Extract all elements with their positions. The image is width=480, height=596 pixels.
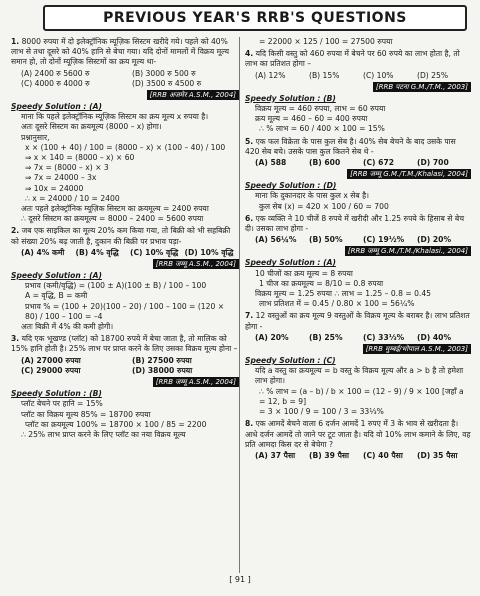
source-tag: [RRB जम्मू A.S.M., 2004] <box>153 259 239 269</box>
source-tag: [RRB अजमेर A.S.M., 2004] <box>147 90 239 100</box>
option-b: (B) 3000 रु 500 रु <box>132 68 196 78</box>
option-b: (B) 50% <box>309 235 343 245</box>
option-d: (D) 38000 रुपया <box>132 365 193 375</box>
option-c: (C) 29000 रुपया <box>21 365 81 375</box>
options <box>255 451 471 461</box>
question-number: 8. <box>245 419 254 429</box>
column-divider <box>239 37 240 573</box>
equation: ∴ x = 24000 / 10 = 2400 <box>25 193 120 203</box>
option-c: (C) 4000 रु 4000 रु <box>21 78 90 88</box>
equation: ∴ % लाभ = 60 / 400 × 100 = 15% <box>259 124 385 134</box>
solution-line: 10 चीजों का क्रय मूल्य = 8 रुपया <box>255 268 353 278</box>
option-a: (A) 37 पैसा <box>255 450 296 460</box>
question-8 <box>245 419 471 450</box>
option-d: (D) 40% <box>417 332 452 342</box>
equation: = 22000 × 125 / 100 = 27500 रुपया <box>259 37 393 46</box>
option-c: (C) 672 <box>363 158 395 168</box>
equation: कुल सेब (x) = 420 × 100 / 60 = 700 <box>259 201 389 211</box>
page-number: [ 91 ] <box>229 575 251 584</box>
source-tag: [RRB जम्मू G.M./T.M./Khalasi., 2004] <box>345 246 471 256</box>
option-a: (A) 20% <box>255 332 289 342</box>
source-tag: [RRB जम्मू G.M./T.M./Khalasi, 2004] <box>347 169 471 179</box>
equation: प्रभाव % = (100 + 20)(100 – 20) / 100 – 100 = (120 × 80) / 100 – 100 = –4 <box>25 301 225 321</box>
equation: ⇒ x × 140 = (8000 – x) × 60 <box>25 153 135 163</box>
option-c: (C) 19½% <box>363 235 405 245</box>
solution-heading: Speedy Solution : (D) <box>245 181 337 191</box>
solution-line: विक्रय मूल्य = 460 रुपया, लाभ = 60 रुपया <box>255 104 386 114</box>
solution-heading: Speedy Solution : (A) <box>245 258 336 268</box>
option-d: (D) 700 <box>417 158 449 168</box>
option-b: (B) 4% वृद्धि <box>75 247 119 257</box>
options <box>21 248 239 258</box>
question-number: 3. <box>11 334 20 344</box>
question-number: 5. <box>245 136 254 146</box>
equation: लाभ प्रतिशत में = 0.45 / 0.80 × 100 = 56¼% <box>259 299 415 309</box>
options <box>255 158 471 168</box>
options <box>21 356 239 376</box>
equation: x × (100 + 40) / 100 = (8000 – x) × (100 – 40) / 100 <box>25 142 226 152</box>
option-d: (D) 35 पैसा <box>417 450 458 460</box>
options <box>255 235 471 245</box>
left-column <box>11 37 239 440</box>
option-a: (A) 12% <box>255 70 286 80</box>
solution-heading: Speedy Solution : (A) <box>11 102 102 112</box>
solution-line: प्लॉट का विक्रय मूल्य 85% = 18700 रुपया <box>21 409 151 419</box>
question-2 <box>11 226 239 246</box>
question-text: एक आमदें बेचने वाला 6 दर्जन आमदें 1 रुपए में 3 के भाव से खरीदता है। आधे दर्जन आमदें तो जाने पर टूट जाता है। यदि वो 10% लाभ कमाने के लिए, वह प्रति आमदा किस दर से बेचेगा ? <box>245 419 471 449</box>
option-a: (A) 2400 रु 5600 रु <box>21 68 90 78</box>
solution-heading: Speedy Solution : (B) <box>245 93 336 103</box>
source-tag: [RRB जम्मू A.S.M., 2004] <box>153 377 239 387</box>
question-6 <box>245 214 471 234</box>
solution-heading: Speedy Solution : (A) <box>11 271 102 281</box>
option-c: (C) 40 पैसा <box>363 450 403 460</box>
equation: प्रभाव (कमी/वृद्धि) = (100 ± A)(100 ± B) / 100 – 100 <box>25 281 207 291</box>
option-c: (C) 33⅓% <box>363 332 405 342</box>
solution-line: क्रय मूल्य = 460 – 60 = 400 रुपया <box>255 114 368 124</box>
solution-line: ∴ 25% लाभ प्राप्त करने के लिए प्लॉट का नया विक्रय मूल्य <box>21 429 186 439</box>
option-a: (A) 27000 रुपया <box>21 355 81 365</box>
option-d: (D) 10% वृद्धि <box>184 247 234 257</box>
solution-line: ∴ दूसरे सिस्टम का क्रयमूल्य = 8000 – 2400 = 5600 रुपया <box>21 214 204 224</box>
option-a: (A) 4% कमी <box>21 247 65 257</box>
equation: = 3 × 100 / 9 = 100 / 3 = 33⅓% <box>259 407 384 417</box>
option-b: (B) 600 <box>309 158 341 168</box>
solution-line: प्लॉट बेचने पर हानि = 15% <box>21 399 103 409</box>
question-text: जब एक साइकिल का मूल्य 20% कम किया गया, तो बिक्री को भी सहबिक्री को संख्या 20% बढ़ जाती है, दुकान की बिक्री पर प्रभाव पड़ा- <box>11 226 231 246</box>
question-text: 12 वस्तुओं का क्रय मूल्य 9 वस्तुओं के विक्रय मूल्य के बराबर है। लाभ प्रतिशत होगा - <box>245 311 470 331</box>
right-column <box>245 37 471 462</box>
option-b: (B) 27500 रुपया <box>132 355 192 365</box>
equation: ∴ % लाभ = (a – b) / b × 100 = (12 – 9) / 9 × 100 [जहाँ a = 12, b = 9] <box>259 386 464 406</box>
option-b: (B) 39 पैसा <box>309 450 349 460</box>
option-c: (C) 10% वृद्धि <box>130 247 179 257</box>
solution-line: प्रश्नानुसार, <box>21 132 50 142</box>
solution-line: अतः बिक्री में 4% की कमी होगी। <box>21 322 114 332</box>
source-tag: [RRB पटना G.M./T.M., 2003] <box>373 82 471 92</box>
equation: प्लॉट का क्रयमूल्य 100% = 18700 × 100 / 85 = 2200 <box>25 419 207 429</box>
equation: A = वृद्धि, B = कमी <box>25 291 88 301</box>
page-title: PREVIOUS YEAR'S RRB'S QUESTIONS <box>43 5 467 31</box>
options <box>255 333 471 343</box>
solution-line: यदि a वस्तु का क्रयमूल्य = b वस्तु के विक्रय मूल्य और a > b है तो हमेशा लाभ होगा। <box>255 366 464 386</box>
equation: ⇒ 10x = 24000 <box>25 183 84 193</box>
options <box>255 71 471 81</box>
options <box>21 69 239 89</box>
option-c: (C) 10% <box>363 70 394 80</box>
solution-line: अतः पहले इलेक्ट्रॉनिक म्यूज़िक सिस्टम का क्रयमूल्य = 2400 रुपया <box>21 204 209 214</box>
question-number: 1. <box>11 37 20 46</box>
solution-line: माना कि दुकानदार के पास कुल x सेब है। <box>255 191 370 201</box>
page <box>5 3 475 589</box>
solution-line: माना कि पहले इलेक्ट्रॉनिक म्यूज़िक सिस्टम का क्रय मूल्य x रुपया है। <box>21 112 209 122</box>
option-d: (D) 3500 रु 4500 रु <box>132 78 202 88</box>
question-4 <box>245 49 471 69</box>
solution-line: अतः दूसरे सिस्टम का क्रयमूल्य (8000 – x) होगा। <box>21 122 162 132</box>
question-number: 7. <box>245 311 254 321</box>
equation: ⇒ 7x = (8000 – x) × 3 <box>25 163 109 173</box>
question-1 <box>11 37 239 68</box>
solution-line: विक्रय मूल्य = 1.25 रुपया ∴ लाभ = 1.25 – 0.8 = 0.45 <box>255 289 432 299</box>
question-number: 2. <box>11 226 20 236</box>
option-a: (A) 588 <box>255 158 287 168</box>
question-7 <box>245 311 471 331</box>
question-text: 8000 रुपया में दो इलेक्ट्रॉनिक म्यूज़िक सिस्टम खरीदे गये। पहले को 40% लाभ से तथा दूसरे को 40% हानि से बेचा गया। यदि दोनों मामलों में विक्रय मूल्य समान हो, तो दोनों म्यूज़िक सिस्टमों का क्रय मूल्य था- <box>11 37 229 67</box>
source-tag: [RRB मुम्बई/भोपाल A.S.M., 2003] <box>363 344 471 354</box>
option-b: (B) 15% <box>309 70 340 80</box>
question-number: 6. <box>245 213 254 223</box>
solution-heading: Speedy Solution : (C) <box>245 356 336 366</box>
question-5 <box>245 137 471 157</box>
option-d: (D) 20% <box>417 235 452 245</box>
question-3 <box>11 334 239 354</box>
equation: ⇒ 7x = 24000 – 3x <box>25 173 97 183</box>
option-a: (A) 56¼% <box>255 235 297 245</box>
equation: 1 चीज का क्रयमूल्य = 8/10 = 0.8 रुपया <box>259 278 384 288</box>
question-text: एक फल विक्रेता के पास कुल सेब है। 40% सेब बेचने के बाद उसके पास 420 सेब बचे। उसके पास कुल कितने सेब थे - <box>245 136 456 156</box>
question-number: 4. <box>245 49 254 59</box>
solution-heading: Speedy Solution : (B) <box>11 389 102 399</box>
question-text: यदि एक भूखण्ड (प्लॉट) को 18700 रुपये में बेचा जाता है, तो मालिक को 15% हानि होती है। 25% लाभ पर प्राप्त करने के लिए उसका विक्रय मूल्य होना – <box>11 334 238 354</box>
option-d: (D) 25% <box>417 70 449 80</box>
question-text: यदि किसी वस्तु को 460 रुपया में बेचने पर 60 रुपये का लाभ होता है, तो लाभ का प्रतिशत होगा – <box>245 49 460 69</box>
question-text: एक व्यक्ति ने 10 चीजें 8 रुपये में खरीदी और 1.25 रुपये के हिसाब से बेच दी। उसका लाभ होगा - <box>245 213 465 234</box>
option-b: (B) 25% <box>309 332 343 342</box>
